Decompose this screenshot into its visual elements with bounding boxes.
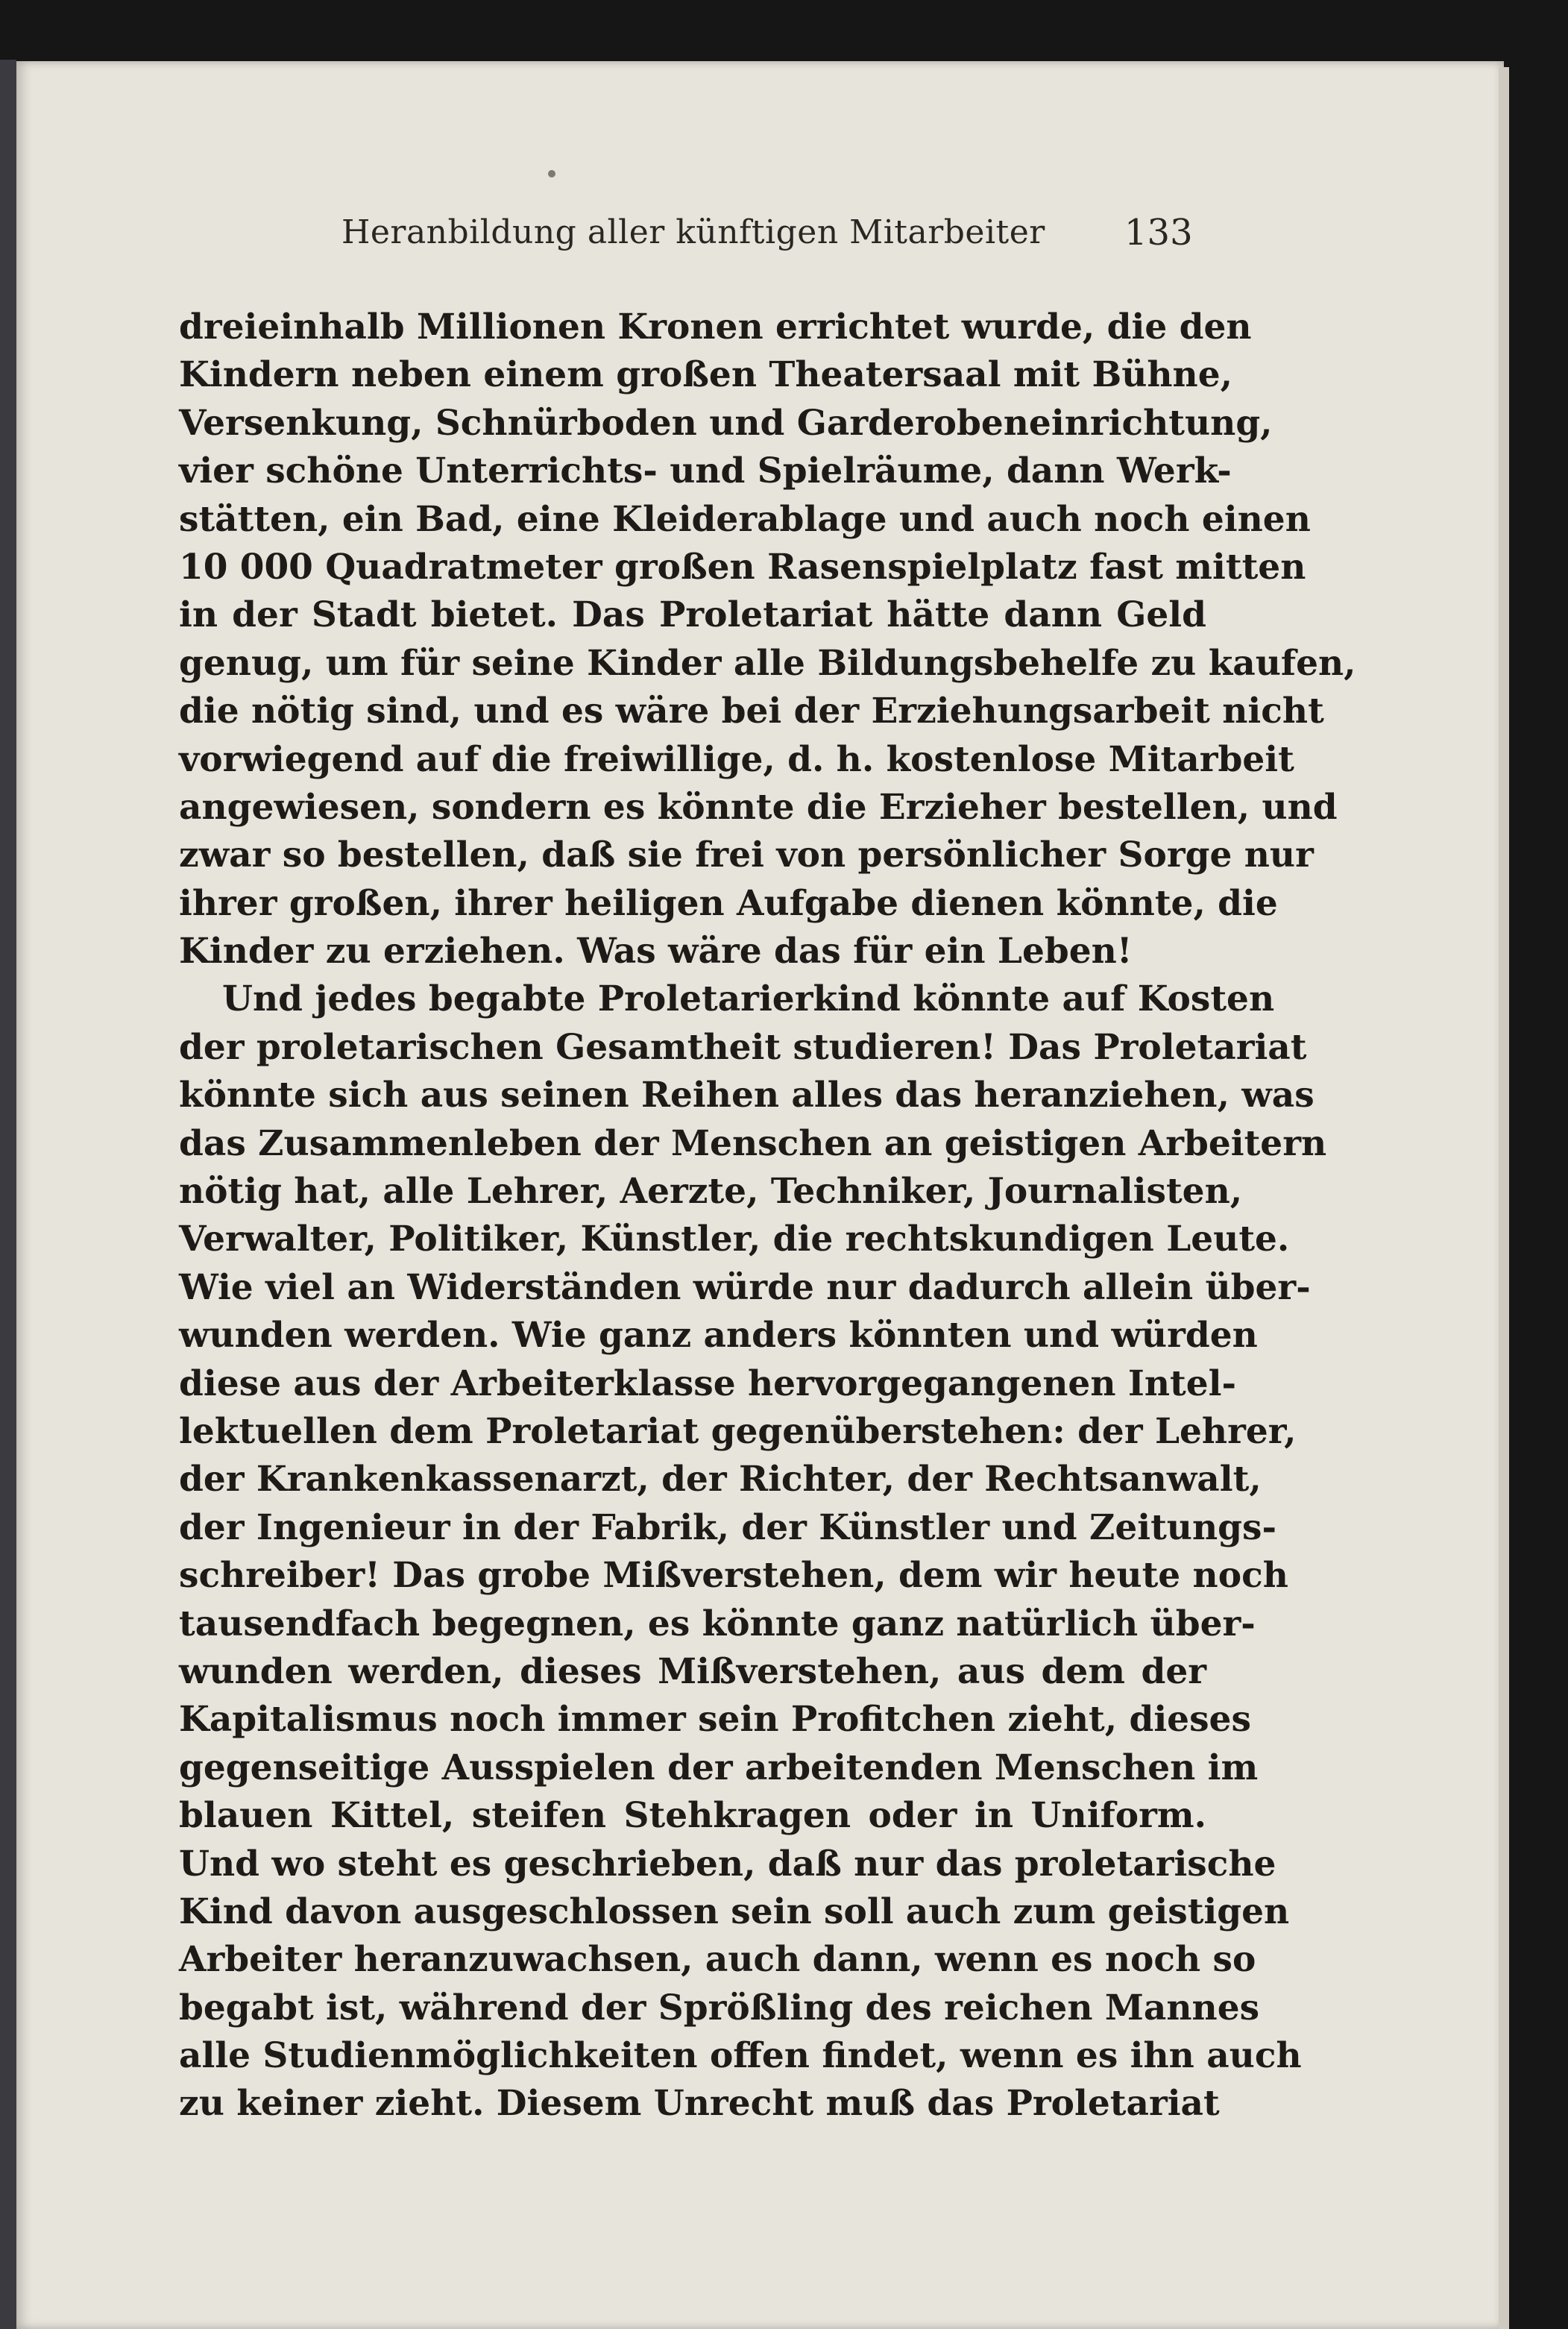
text-line: Wie viel an Widerständen würde nur dadurch allein über- [179, 1266, 1311, 1308]
paragraph-start-line: Und jedes begabte Proletarierkind könnte auf Kosten [222, 978, 1275, 1020]
text-line: schreiber! Das grobe Mißverstehen, dem wir heute noch [179, 1555, 1288, 1597]
text-line: das Zusammenleben der Menschen an geistigen Arbeitern [179, 1122, 1327, 1164]
text-line: der Krankenkassenarzt, der Richter, der Rechtsanwalt, [179, 1459, 1262, 1500]
text-line: genug, um für seine Kinder alle Bildungsbehelfe zu kaufen, [179, 642, 1356, 684]
text-line: wunden werden. Wie ganz anders könnten und würden [179, 1315, 1258, 1357]
text-line: angewiesen, sondern es könnte die Erzieher bestellen, und [179, 786, 1338, 828]
text-line: der proletarischen Gesamtheit studieren! Das Proletariat [179, 1026, 1307, 1068]
text-line: Verwalter, Politiker, Künstler, die rechtskundigen Leute. [179, 1219, 1290, 1260]
text-line: Kindern neben einem großen Theatersaal mit Bühne, [179, 354, 1232, 396]
text-line: zu keiner zieht. Diesem Unrecht muß das Proletariat [179, 2083, 1220, 2125]
text-line: Versenkung, Schnürboden und Garderobeneinrichtung, [179, 402, 1273, 444]
text-line: Kapitalismus noch immer sein Profitchen zieht, dieses [179, 1699, 1251, 1741]
text-line: lektuellen dem Proletariat gegenüberstehen: der Lehrer, [179, 1410, 1297, 1452]
text-line: Arbeiter heranzuwachsen, auch dann, wenn es noch so [179, 1939, 1256, 1981]
text-line: vorwiegend auf die freiwillige, d. h. kostenlose Mitarbeit [179, 738, 1294, 780]
text-line: alle Studienmöglichkeiten offen findet, wenn es ihn auch [179, 2035, 1302, 2077]
book-cover-edge [0, 60, 16, 2329]
text-line: Kinder zu erziehen. Was wäre das für ein Leben! [179, 931, 1133, 972]
text-line: ihrer großen, ihrer heiligen Aufgabe dienen könnte, die [179, 882, 1278, 924]
text-line: Kind davon ausgeschlossen sein soll auch zum geistigen [179, 1890, 1290, 1932]
text-line: Und wo steht es geschrieben, daß nur das proletarische [179, 1843, 1276, 1885]
text-line: wunden werden, dieses Mißverstehen, aus dem der [179, 1650, 1206, 1692]
text-line: vier schöne Unterrichts- und Spielräume, dann Werk- [179, 450, 1232, 492]
text-line: blauen Kittel, steifen Stehkragen oder in Uniform. [179, 1795, 1206, 1837]
text-line: 10 000 Quadratmeter großen Rasenspielplatz fast mitten [179, 546, 1306, 588]
text-line: in der Stadt bietet. Das Proletariat hätte dann Geld [179, 594, 1206, 636]
paper-speck [548, 170, 555, 177]
page-stack-edge [1499, 67, 1509, 2329]
text-line: stätten, ein Bad, eine Kleiderablage und auch noch einen [179, 498, 1311, 540]
text-line: begabt ist, während der Sprößling des reichen Mannes [179, 1987, 1260, 2028]
page-number: 133 [1124, 212, 1193, 254]
text-line: der Ingenieur in der Fabrik, der Künstler und Zeitungs- [179, 1506, 1276, 1548]
text-line: dreieinhalb Millionen Kronen errichtet wurde, die den [179, 307, 1252, 348]
text-line: diese aus der Arbeiterklasse hervorgegangenen Intel- [179, 1362, 1236, 1404]
text-line: tausendfach begegnen, es könnte ganz natürlich über- [179, 1603, 1256, 1644]
text-line: könnte sich aus seinen Reihen alles das heranziehen, was [179, 1075, 1314, 1116]
text-line: zwar so bestellen, daß sie frei von persönlicher Sorge nur [179, 835, 1314, 876]
body-text [179, 304, 1356, 2128]
text-line: nötig hat, alle Lehrer, Aerzte, Techniker, Journalisten, [179, 1171, 1243, 1213]
text-line: die nötig sind, und es wäre bei der Erziehungsarbeit nicht [179, 691, 1324, 732]
text-line: gegenseitige Ausspielen der arbeitenden Menschen im [179, 1747, 1259, 1788]
running-head: Heranbildung aller künftigen Mitarbeiter [341, 213, 1045, 251]
